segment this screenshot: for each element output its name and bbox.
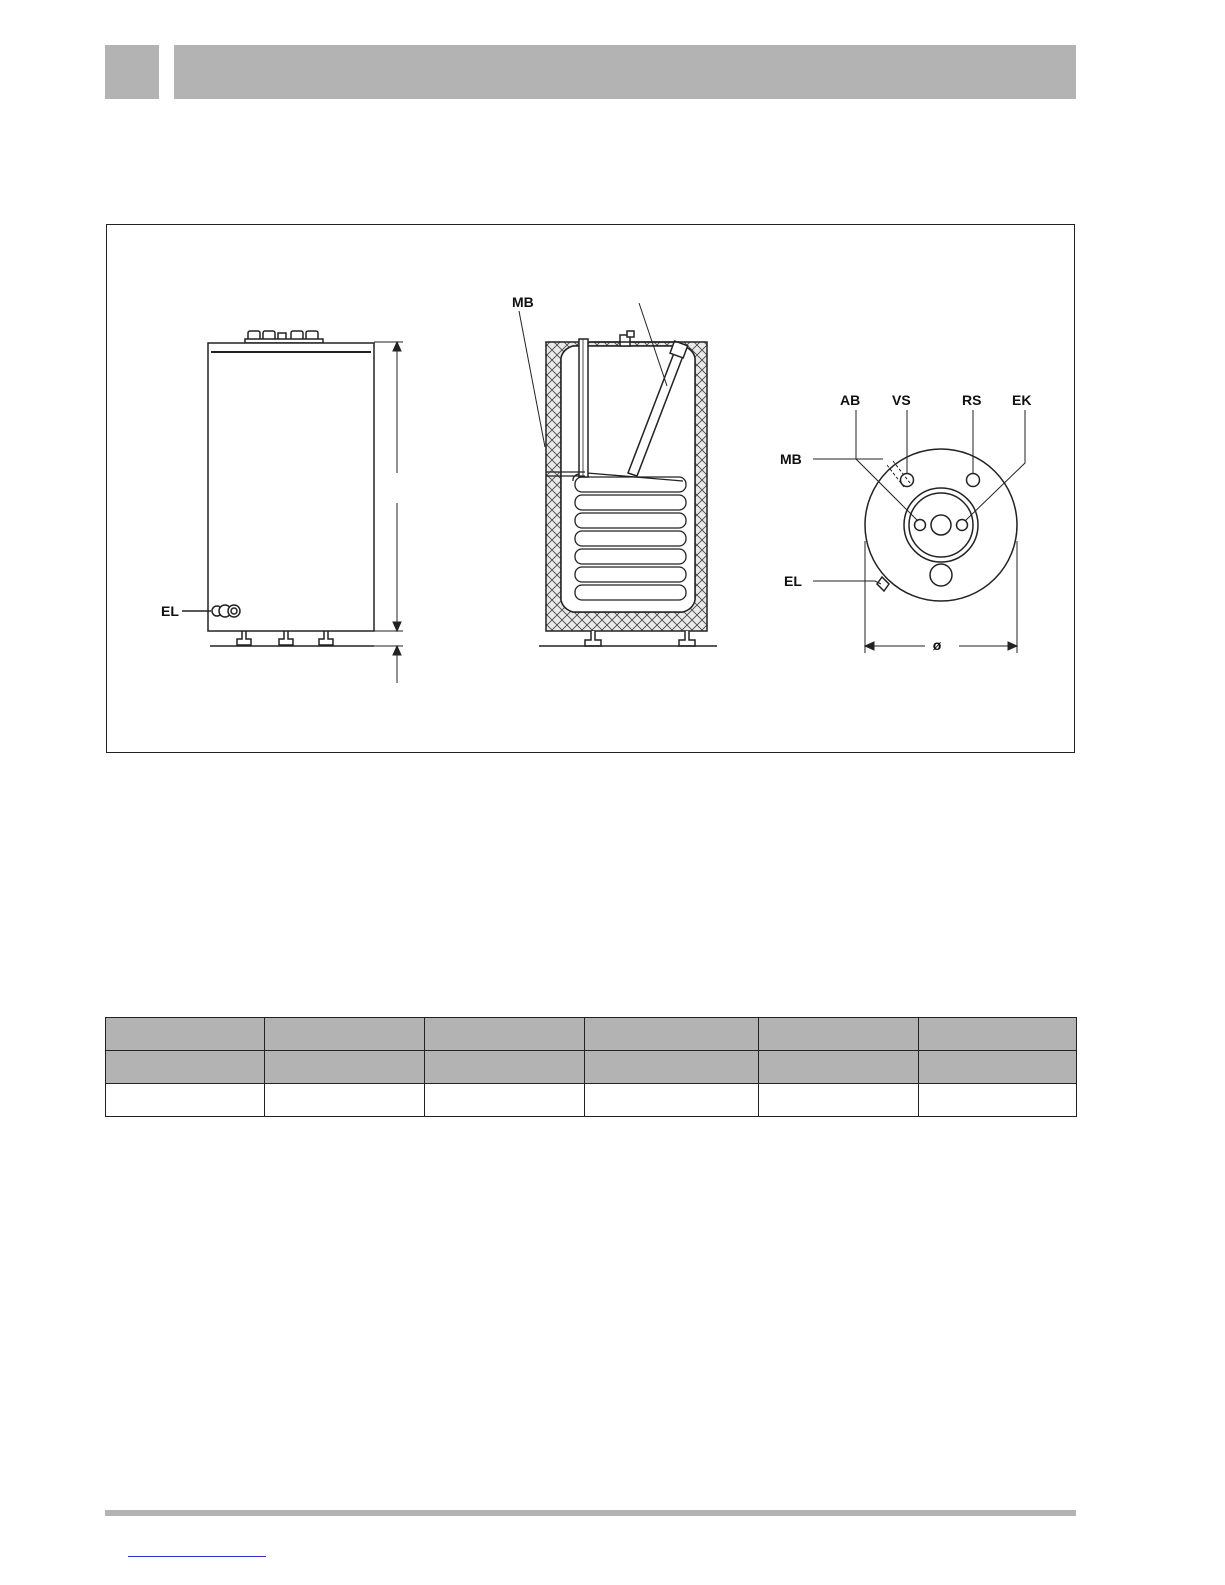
table-cell: [919, 1051, 1077, 1084]
dip-tube: [579, 339, 588, 477]
heating-coil: [573, 473, 686, 600]
table-cell: [106, 1084, 265, 1117]
section-view: [519, 303, 717, 646]
mb-leader: [519, 311, 545, 447]
ek-port: [957, 520, 968, 531]
top-view: [813, 410, 1025, 653]
table-cell: [265, 1018, 425, 1051]
table-cell: [106, 1051, 265, 1084]
table-cell: [265, 1051, 425, 1084]
rs-port: [967, 474, 980, 487]
table-cell: [585, 1051, 759, 1084]
top-mb-label: MB: [780, 451, 802, 467]
vs-label: VS: [892, 392, 911, 408]
table-cell: [759, 1051, 919, 1084]
bottom-opening: [930, 564, 952, 586]
table-header-row: [106, 1018, 1077, 1051]
center-opening: [931, 515, 951, 535]
table-cell: [425, 1051, 585, 1084]
table-cell: [919, 1018, 1077, 1051]
ek-label: EK: [1012, 392, 1032, 408]
top-fittings: [245, 331, 323, 343]
ab-label: AB: [840, 392, 861, 408]
front-view: [182, 331, 403, 683]
section-feet: [585, 631, 695, 646]
table-cell: [265, 1084, 425, 1117]
height-dimension: [374, 342, 403, 683]
rs-label: RS: [962, 392, 982, 408]
section-mb-label: MB: [512, 294, 534, 310]
tank-casing: [208, 343, 374, 631]
table-cell: [425, 1018, 585, 1051]
figure-frame: [106, 224, 1075, 753]
footer-link-underline[interactable]: [128, 1556, 266, 1557]
table-row: [106, 1084, 1077, 1117]
chapter-number-box: [105, 45, 159, 99]
front-feet: [237, 631, 333, 645]
table-subheader-row: [106, 1051, 1077, 1084]
specs-table: [105, 1017, 1077, 1117]
diameter-symbol: ø: [932, 637, 942, 653]
table-cell: [919, 1084, 1077, 1117]
front-el-label: EL: [161, 603, 179, 619]
vs-port: [901, 474, 914, 487]
footer-rule: [105, 1510, 1076, 1516]
table-cell: [759, 1018, 919, 1051]
table-cell: [425, 1084, 585, 1117]
table-cell: [585, 1084, 759, 1117]
table-cell: [585, 1018, 759, 1051]
table-cell: [759, 1084, 919, 1117]
table-cell: [106, 1018, 265, 1051]
ab-port: [915, 520, 926, 531]
tank-diagram: [107, 225, 1076, 754]
top-el-label: EL: [784, 573, 802, 589]
chapter-title-bar: [174, 45, 1076, 99]
